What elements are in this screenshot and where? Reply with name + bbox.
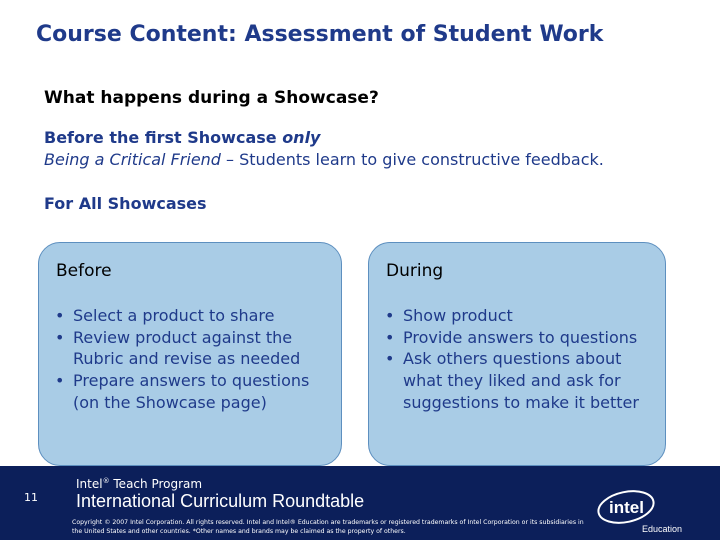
critical-friend-emphasis: Being a Critical Friend: [44, 150, 221, 169]
before-first-showcase-line: [44, 128, 320, 147]
footer-program: [76, 477, 202, 491]
footer-program-prefix: Intel: [76, 477, 103, 491]
footer-roundtable-title: International Curriculum Roundtable: [76, 491, 365, 511]
before-first-text: Before the first Showcase: [44, 128, 283, 147]
critical-friend-line: [44, 150, 604, 169]
during-box-heading: During: [386, 261, 444, 281]
list-item: • Review product against the Rubric and revise as needed: [55, 327, 339, 370]
showcase-question: What happens during a Showcase?: [44, 88, 379, 108]
during-list: [385, 305, 663, 414]
footer-bar: [0, 466, 720, 540]
page-number: 11: [24, 491, 38, 504]
before-box-heading: Before: [56, 261, 112, 281]
list-item: • Ask others questions about what they liked and ask for suggestions to make it better: [385, 348, 663, 413]
list-item: • Show product: [385, 305, 663, 327]
footer-program-suffix: Teach Program: [109, 477, 203, 491]
list-item: • Provide answers to questions: [385, 327, 663, 349]
intel-logo-text: intel: [609, 498, 644, 517]
before-box: [38, 242, 342, 466]
footer-copyright: Copyright © 2007 Intel Corporation. All rights reserved. Intel and Intel® Education are trademarks or registered trademarks of Intel Corporation or its subsidiaries in the United States and other countries. *Other names and brands may be claimed as the property of others.: [72, 519, 584, 535]
before-list: [55, 305, 339, 414]
list-item: • Select a product to share: [55, 305, 339, 327]
before-first-emphasis: only: [282, 128, 321, 147]
for-all-showcases-heading: For All Showcases: [44, 194, 207, 213]
slide-title: Course Content: Assessment of Student Work: [36, 22, 604, 47]
intel-logo-icon: [596, 488, 656, 526]
during-box: [368, 242, 666, 466]
list-item: • Prepare answers to questions (on the Showcase page): [55, 370, 339, 413]
education-label: Education: [642, 524, 683, 534]
registered-mark: ®: [102, 477, 110, 485]
critical-friend-text: – Students learn to give constructive feedback.: [220, 150, 604, 169]
